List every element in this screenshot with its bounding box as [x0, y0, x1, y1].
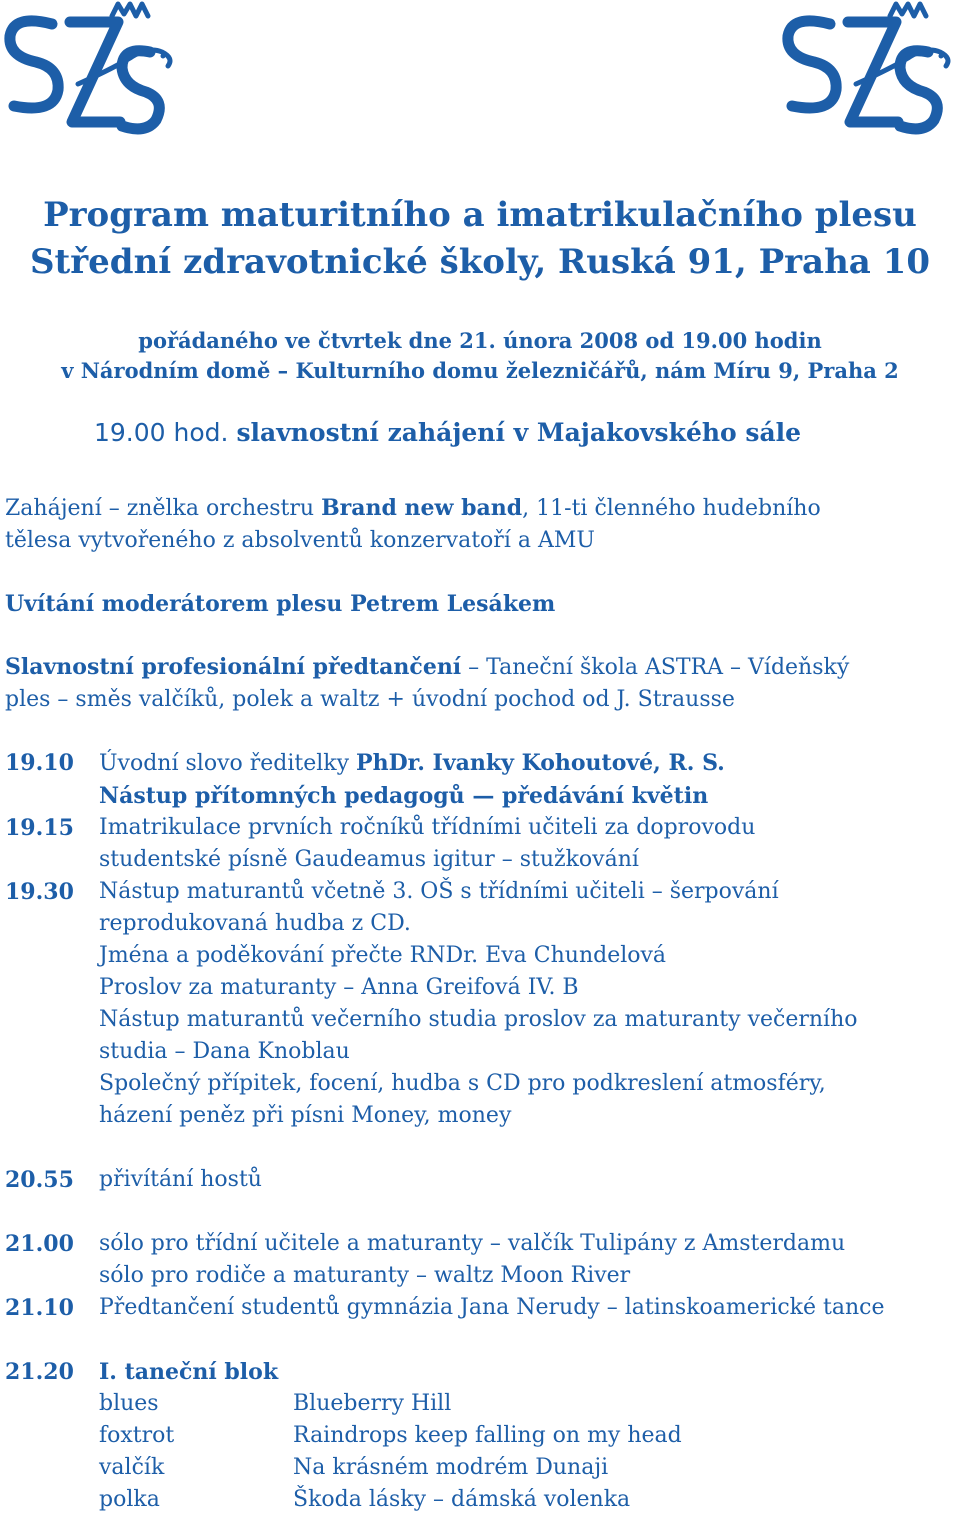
dance-song: Na krásném modrém Dunaji: [293, 1455, 609, 1480]
schedule-item: [5, 876, 945, 1132]
opening-heading: [94, 415, 801, 451]
schedule-item: [5, 1228, 945, 1292]
schedule-time: 19.15: [5, 815, 74, 841]
schedule-text: sólo pro třídní učitele a maturanty – valčík Tulipány z Amsterdamu: [99, 1231, 846, 1256]
dance-list: [99, 1388, 945, 1516]
schedule: [5, 747, 945, 1516]
school-logo-left: [0, 0, 180, 140]
schedule-text: házení peněz při písni Money, money: [99, 1103, 512, 1128]
schedule-time: 20.55: [5, 1167, 74, 1193]
schedule-time: 19.10: [5, 750, 74, 776]
welcome-line: Uvítání moderátorem plesu Petrem Lesákem: [5, 591, 556, 617]
schedule-text: reprodukovaná hudba z CD.: [99, 911, 411, 936]
dance-type: foxtrot: [99, 1423, 175, 1448]
schedule-text: Jména a poděkování přečte RNDr. Eva Chundelová: [99, 943, 667, 968]
opening-text: slavnostní zahájení v Majakovského sále: [236, 418, 802, 447]
intro-text-line-2: tělesa vytvořeného z absolventů konzervatoří a AMU: [5, 528, 595, 553]
szs-logo-icon: [778, 0, 958, 140]
intro-text: Zahájení – znělka orchestru: [5, 496, 322, 521]
dance-item: [99, 1452, 945, 1484]
dance-block-title: I. taneční blok: [99, 1359, 279, 1385]
dance-performance-paragraph: [5, 651, 935, 716]
schedule-item: [5, 812, 945, 876]
dance-item: [99, 1388, 945, 1420]
director-name: PhDr. Ivanky Kohoutové, R. S.: [356, 750, 725, 776]
schedule-text: Předtančení studentů gymnázia Jana Nerudy – latinskoamerické tance: [99, 1295, 885, 1320]
opening-time: 19.00 hod.: [94, 418, 229, 447]
schedule-text: Imatrikulace prvních ročníků třídními učiteli za doprovodu: [99, 815, 756, 840]
dance-song: Škoda lásky – dámská volenka: [293, 1487, 631, 1512]
intro-paragraph: [5, 492, 935, 557]
subtitle-line-2: v Národním domě – Kulturního domu železničářů, nám Míru 9, Praha 2: [61, 358, 899, 383]
dance-type: valčík: [99, 1455, 165, 1480]
dance-type: polka: [99, 1487, 160, 1512]
schedule-text: studia – Dana Knoblau: [99, 1039, 350, 1064]
page-title-line-2: Střední zdravotnické školy, Ruská 91, Praha 10: [30, 242, 930, 282]
schedule-text: přivítání hostů: [99, 1167, 262, 1192]
schedule-text: Proslov za maturanty – Anna Greifová IV. B: [99, 975, 579, 1000]
schedule-time: 19.30: [5, 879, 74, 905]
page-title-line-1: Program maturitního a imatrikulačního plesu: [43, 195, 917, 235]
schedule-text: Úvodní slovo ředitelky: [99, 751, 357, 776]
dance-type: blues: [99, 1391, 159, 1416]
band-name: Brand new band: [321, 495, 523, 521]
szs-logo-icon: [0, 0, 180, 140]
performance-text: – Taneční škola ASTRA – Vídeňský: [461, 655, 850, 680]
dance-item: [99, 1420, 945, 1452]
schedule-item: [5, 747, 945, 812]
schedule-time: 21.10: [5, 1295, 74, 1321]
intro-text-cont: , 11-ti členného hudebního: [522, 496, 821, 521]
schedule-time: 21.20: [5, 1359, 74, 1385]
dance-song: Raindrops keep falling on my head: [293, 1423, 682, 1448]
school-logo-right: [778, 0, 958, 140]
schedule-text: Nástup maturantů včetně 3. OŠ s třídními učiteli – šerpování: [99, 879, 779, 904]
schedule-text: Nástup maturantů večerního studia proslov za maturanty večerního: [99, 1007, 858, 1032]
schedule-time: 21.00: [5, 1231, 74, 1257]
dance-song: Blueberry Hill: [293, 1391, 452, 1416]
subtitle-line-1: pořádaného ve čtvrtek dne 21. února 2008 od 19.00 hodin: [138, 328, 822, 353]
dance-item: [99, 1484, 945, 1516]
schedule-item: [5, 1356, 945, 1516]
schedule-text: Nástup přítomných pedagogů — předávání květin: [99, 783, 709, 809]
schedule-item: [5, 1164, 945, 1196]
performance-text-line-2: ples – směs valčíků, polek a waltz + úvodní pochod od J. Strausse: [5, 687, 735, 712]
schedule-text: sólo pro rodiče a maturanty – waltz Moon River: [99, 1263, 631, 1288]
schedule-text: Společný přípitek, focení, hudba s CD pro podkreslení atmosféry,: [99, 1071, 826, 1096]
schedule-item: [5, 1292, 945, 1324]
performance-title: Slavnostní profesionální předtančení: [5, 654, 462, 680]
schedule-text: studentské písně Gaudeamus igitur – stužkování: [99, 847, 639, 872]
